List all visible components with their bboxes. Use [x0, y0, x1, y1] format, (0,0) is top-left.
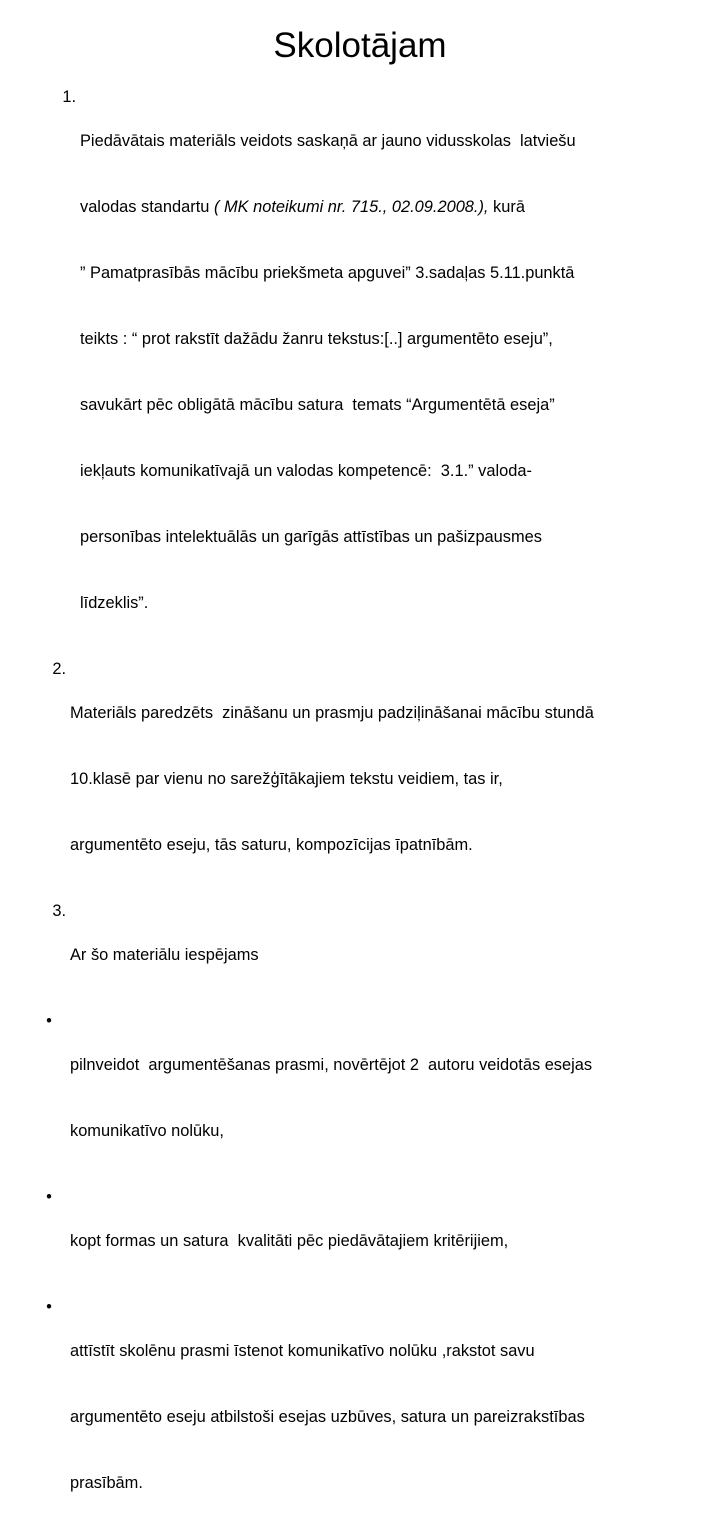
text-line: argumentēto eseju, tās saturu, kompozīcijas īpatnībām. [70, 836, 473, 854]
bullet-icon: • [46, 1188, 52, 1206]
bullet-item-1 [40, 1010, 712, 1186]
text-line: kopt formas un satura kvalitāti pēc piedāvātajiem kritērijiem, [70, 1232, 509, 1250]
bullet-item-3 [40, 1296, 712, 1538]
text-line: 10.klasē par vienu no sarežģītākajiem tekstu veidiem, tas ir, [70, 770, 503, 788]
text-line: ” Pamatprasībās mācību priekšmeta apguvei” 3.sadaļas 5.11.punktā [80, 264, 575, 282]
text-line: savukārt pēc obligātā mācību satura temats “Argumentētā eseja” [80, 396, 555, 414]
text-line: līdzeklis”. [80, 594, 149, 612]
text-line: kurā [493, 198, 525, 216]
text-line: Piedāvātais materiāls veidots saskaņā ar jauno vidusskolas latviešu [80, 132, 576, 150]
text-line: valodas standartu [80, 198, 214, 216]
text-line: prasībām. [70, 1474, 143, 1492]
list-item-1 [50, 86, 712, 658]
list-number: 3. [52, 902, 66, 920]
slide-title: Skolotājam [273, 26, 447, 65]
text-line: pilnveidot argumentēšanas prasmi, novērtējot 2 autoru veidotās esejas [70, 1056, 593, 1074]
text-line: Materiāls paredzēts zināšanu un prasmju padziļināšanai mācību stundā [70, 704, 594, 722]
text-line: teikts : “ prot rakstīt dažādu žanru tekstus:[..] argumentēto eseju”, [80, 330, 553, 348]
text-line: Ar šo materiālu iespējams [70, 946, 259, 964]
list-number: 2. [52, 660, 66, 678]
bullet-icon: • [46, 1298, 52, 1316]
text-line: iekļauts komunikatīvajā un valodas kompetencē: 3.1.” valoda- [80, 462, 532, 480]
list-item-3 [40, 900, 712, 1010]
list-number: 1. [62, 88, 76, 106]
slide-body [40, 86, 712, 1538]
list-item-2 [40, 658, 712, 900]
text-line: personības intelektuālās un garīgās attīstības un pašizpausmes [80, 528, 542, 546]
text-line: argumentēto eseju atbilstoši esejas uzbūves, satura un pareizrakstības [70, 1408, 585, 1426]
bullet-icon: • [46, 1012, 52, 1030]
text-line: komunikatīvo nolūku, [70, 1122, 224, 1140]
text-line: attīstīt skolēnu prasmi īstenot komunikatīvo nolūku ,rakstot savu [70, 1342, 535, 1360]
text-line-italic: ( MK noteikumi nr. 715., 02.09.2008.), [213, 198, 494, 216]
bullet-item-2 [40, 1186, 712, 1296]
